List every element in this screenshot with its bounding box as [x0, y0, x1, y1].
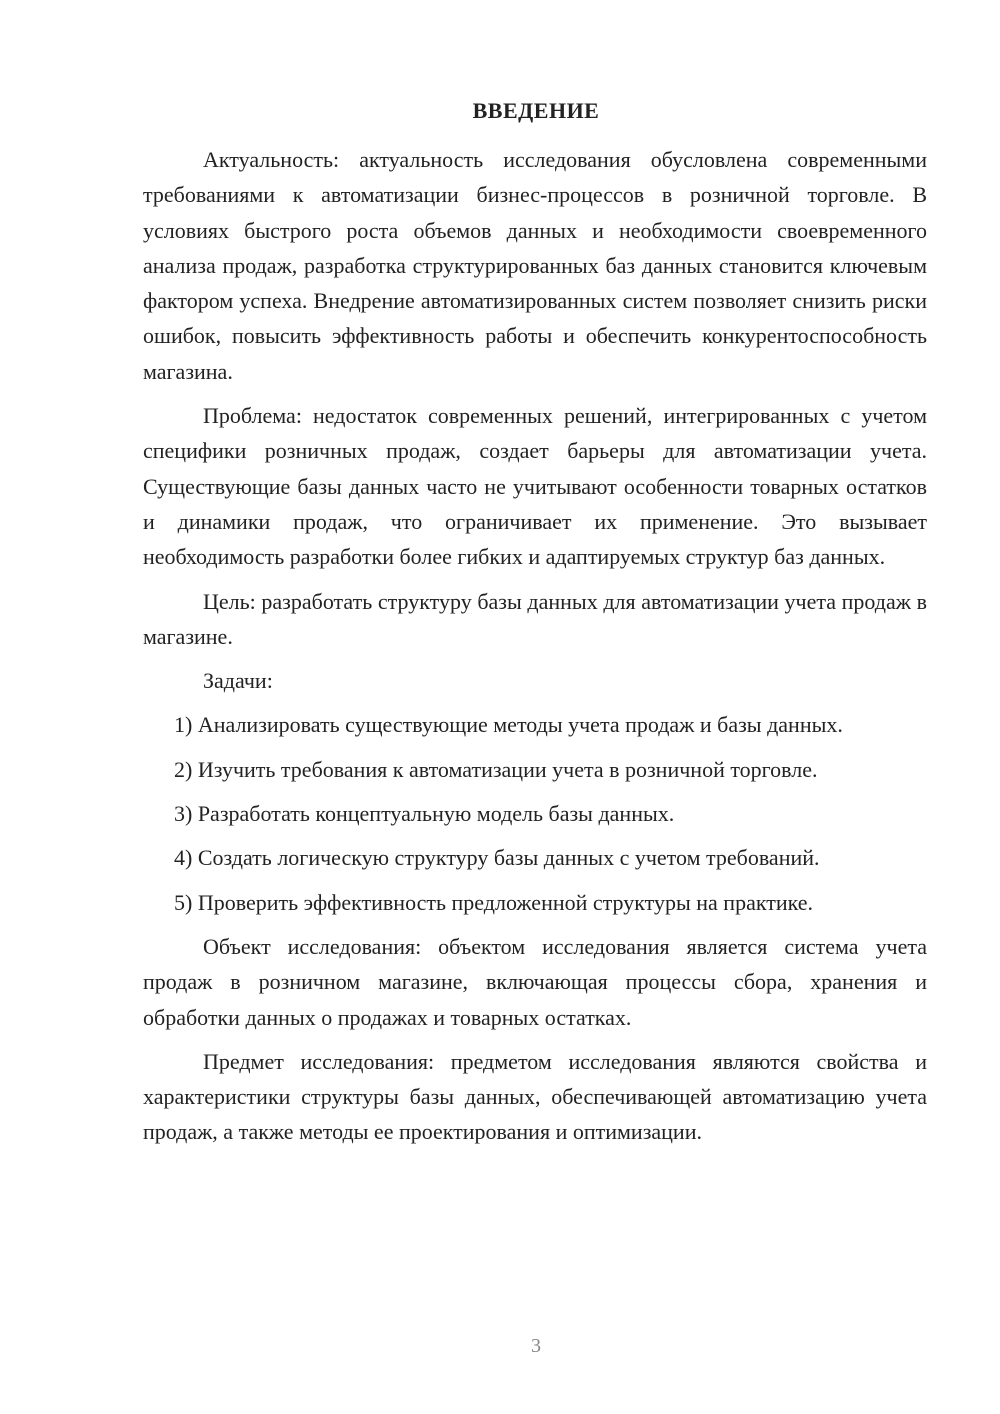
paragraph-subject: Предмет исследования: предметом исследования являются свойства и характеристики структуры базы данных, обеспечивающей автоматизацию учета продаж, а также методы ее проектирования и оптимизации.: [143, 1048, 927, 1145]
task-item-4: 4) Создать логическую структуру базы данных с учетом требований.: [174, 845, 820, 871]
paragraph-goal: Цель: разработать структуру базы данных для автоматизации учета продаж в магазине.: [143, 588, 927, 649]
task-item-2: 2) Изучить требования к автоматизации учета в розничной торговле.: [174, 756, 818, 782]
document-body: [143, 142, 927, 1150]
task-item-1: 1) Анализировать существующие методы учета продаж и базы данных.: [174, 712, 843, 738]
section-title: ВВЕДЕНИЕ: [472, 98, 600, 123]
task-item-3: 3) Разработать концептуальную модель базы данных.: [174, 801, 675, 827]
page-number: 3: [531, 1335, 541, 1357]
paragraph-relevance: Актуальность: актуальность исследования обусловлена современными требованиями к автоматизации бизнес-процессов в розничной торговле. В условиях быстрого роста объемов данных и необходимости своевременного анализа продаж, разработка структурированных баз данных становится ключевым фактором успеха. Внедрение автоматизированных систем позволяет снизить риски ошибок, повысить эффективность работы и обеспечить конкурентоспособность магазина.: [143, 147, 927, 384]
paragraph-object: Объект исследования: объектом исследования является система учета продаж в розничном магазине, включающая процессы сбора, хранения и обработки данных о продажах и товарных остатках.: [143, 933, 927, 1030]
tasks-heading: Задачи:: [203, 668, 273, 694]
paragraph-problem: Проблема: недостаток современных решений, интегрированных с учетом специфики розничных продаж, создает барьеры для автоматизации учета. Существующие базы данных часто не учитывают особенности товарных остатков и динамики продаж, что ограничивает их применение. Это вызывает необходимость разработки более гибких и адаптируемых структур баз данных.: [143, 403, 927, 570]
task-item-5: 5) Проверить эффективность предложенной структуры на практике.: [174, 889, 814, 915]
